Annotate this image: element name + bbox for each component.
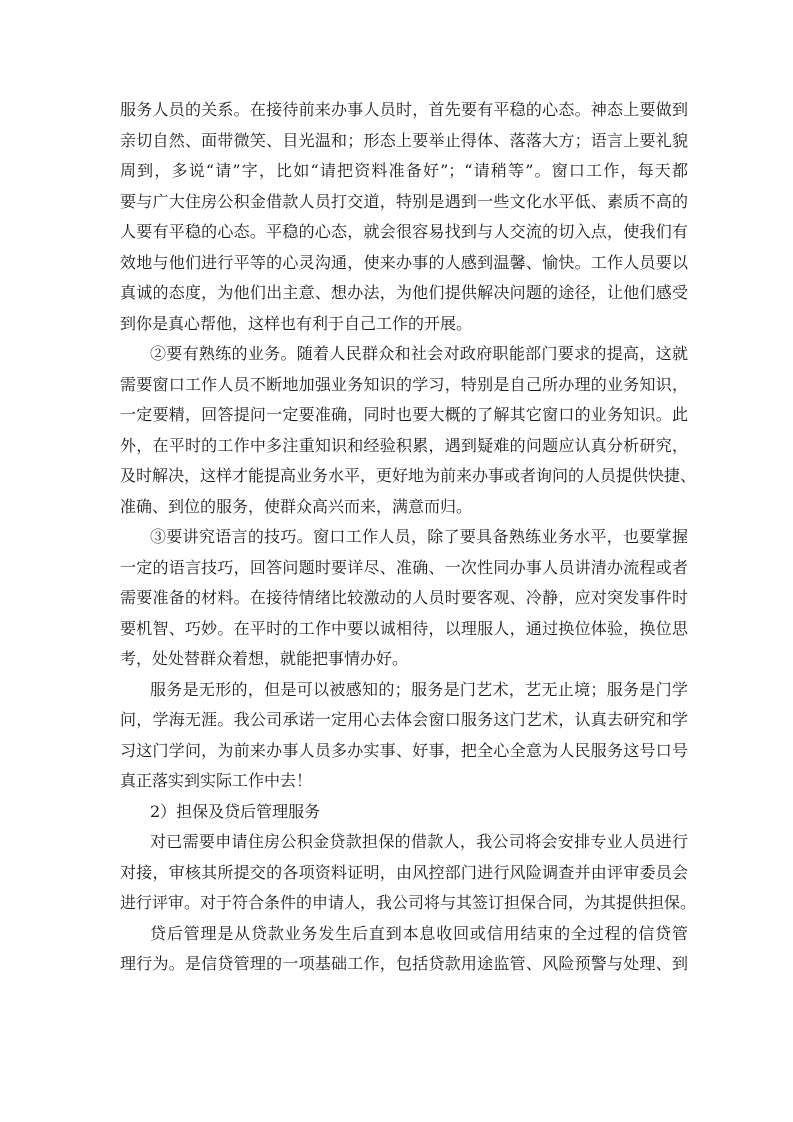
text-line: 习这门学问，为前来办事人员多办实事、好事，把全心全意为人民服务这号口号: [120, 740, 688, 760]
paragraph: [120, 675, 688, 797]
paragraph: [120, 797, 688, 828]
text-line: 问，学海无涯。我公司承诺一定用心去体会窗口服务这门艺术，认真去研究和学: [120, 710, 688, 729]
text-line: 进行评审。对于符合条件的申请人，我公司将与其签订担保合同，为其提供担保。: [120, 893, 697, 912]
text-line: 真诚的态度，为他们出主意、想办法，为他们提供解决问题的途径，让他们感受: [120, 283, 688, 302]
text-line: 2）担保及贷后管理服务: [150, 801, 321, 821]
paragraph: [120, 827, 697, 919]
text-line: ③要讲究语言的技巧。窗口工作人员，除了要具备熟练业务水平，也要掌握: [150, 527, 688, 546]
text-line: 一定的语言技巧，回答问题时要详尽、准确、一次性同办事人员讲清办流程或者: [120, 557, 688, 577]
text-line: 需要准备的材料。在接待情绪比较激动的人员时要客观、冷静，应对突发事件时: [120, 588, 688, 607]
text-line: 亲切自然、面带微笑、目光温和；形态上要举止得体、落落大方；语言上要礼貌: [120, 130, 688, 150]
text-line: 周到，多说“请”字，比如“请把资料准备好”；“请稍等”。窗口工作，每天都: [120, 161, 688, 180]
text-line: 考，处处替群众着想，就能把事情办好。: [120, 649, 409, 668]
text-line: 真正落实到实际工作中去！: [120, 771, 313, 790]
text-line: 一定要精，回答提问一定要准确，同时也要大概的了解其它窗口的业务知识。此: [120, 405, 688, 424]
text-line: 服务是无形的，但是可以被感知的；服务是门艺术，艺无止境；服务是门学: [150, 679, 688, 699]
text-line: 要与广大住房公积金借款人员打交道，特别是遇到一些文化水平低、素质不高的: [120, 191, 688, 211]
document-body: [120, 95, 697, 980]
text-line: 对接，审核其所提交的各项资料证明，由风控部门进行风险调查并由评审委员会: [120, 862, 688, 882]
text-line: ②要有熟练的业务。随着人民群众和社会对政府职能部门要求的提高，这就: [150, 344, 688, 363]
text-line: 要机智、巧妙。在平时的工作中要以诚相待，以理服人，通过换位体验，换位思: [120, 618, 688, 638]
paragraph: [120, 522, 688, 675]
text-line: 需要窗口工作人员不断地加强业务知识的学习，特别是自己所办理的业务知识，: [120, 374, 688, 394]
text-line: 对已需要申请住房公积金贷款担保的借款人，我公司将会安排专业人员进行: [150, 832, 688, 851]
paragraph: [120, 95, 688, 339]
text-line: 服务人员的关系。在接待前来办事人员时，首先要有平稳的心态。神态上要做到: [120, 100, 688, 119]
text-line: 外，在平时的工作中多注重知识和经验积累，遇到疑难的问题应认真分析研究，: [120, 435, 688, 455]
paragraph: [120, 919, 688, 980]
text-line: 理行为。是信贷管理的一项基础工作，包括贷款用途监管、风险预警与处理、到: [120, 954, 688, 973]
paragraph: [120, 339, 697, 522]
text-line: 准确、到位的服务，使群众高兴而来，满意而归。: [120, 496, 473, 516]
text-line: 到你是真心帮他，这样也有利于自己工作的开展。: [120, 313, 473, 333]
text-line: 人要有平稳的心态。平稳的心态，就会很容易找到与人交流的切入点，使我们有: [120, 222, 688, 241]
text-line: 效地与他们进行平等的心灵沟通，使来办事的人感到温馨、愉快。工作人员要以: [120, 252, 688, 272]
text-line: 及时解决，这样才能提高业务水平，更好地为前来办事或者询问的人员提供快捷、: [120, 466, 697, 485]
text-line: 贷后管理是从贷款业务发生后直到本息收回或信用结束的全过程的信贷管: [150, 923, 688, 943]
